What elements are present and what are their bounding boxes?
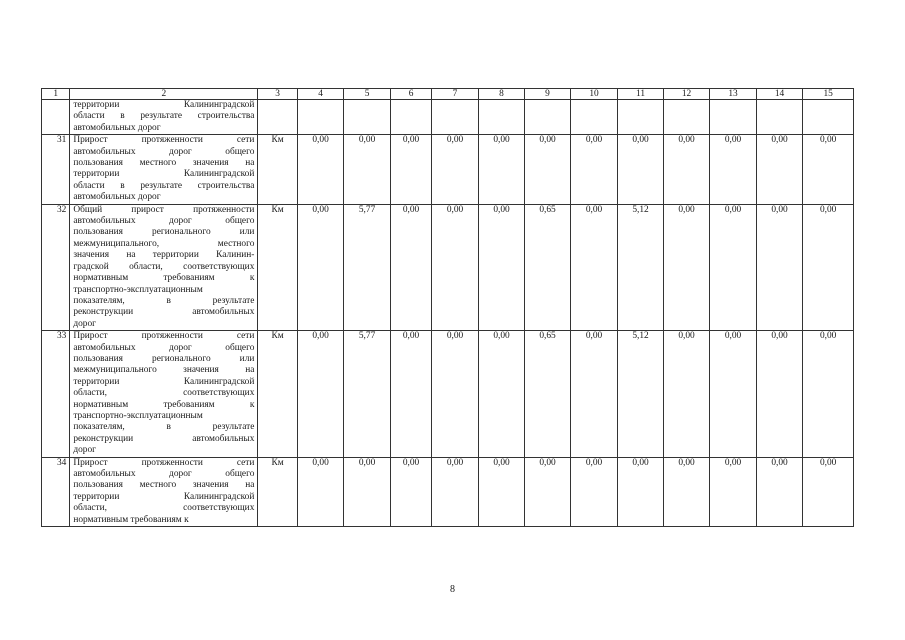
indicator-value: 0,00 [803,457,854,526]
indicator-value: 0,00 [478,135,525,204]
description-line: области в результате строительства [73,111,255,122]
table-body [42,89,854,527]
indicator-value: 0,00 [710,204,757,330]
indicator-value: 0,00 [297,135,344,204]
column-number: 4 [297,89,344,100]
indicator-value: 0,00 [756,204,803,330]
description-line: территории Калининградской [73,491,255,502]
description-line: Прирост протяженности сети [73,135,255,146]
description-line: пользования местного значения на [73,158,255,169]
column-number: 6 [390,89,431,100]
indicator-value: 0,00 [803,204,854,330]
description-line: пользования регионального или [73,227,255,238]
description-line: реконструкции автомобильных [73,307,255,318]
unit-of-measure: Км [258,204,297,330]
indicator-value: 0,00 [710,135,757,204]
indicator-value [297,100,344,135]
description-line: территории Калининградской [73,376,255,387]
description-line: области, соответствующих [73,503,255,514]
unit-of-measure: Км [258,135,297,204]
indicator-value [618,100,664,135]
table-row [42,331,854,457]
indicator-value: 0,00 [525,457,571,526]
indicator-value: 0,00 [390,331,431,457]
indicator-value: 0,00 [570,135,618,204]
indicator-value: 5,77 [344,204,391,330]
indicator-value: 0,00 [432,457,479,526]
description-line: Прирост протяженности сети [73,331,255,342]
row-number [42,100,70,135]
column-number: 7 [432,89,479,100]
description-line: нормативным требованиям к [73,399,255,410]
indicator-value [756,100,803,135]
page-number: 8 [450,584,455,595]
indicators-table [41,88,854,527]
indicator-value: 5,77 [344,331,391,457]
indicator-value: 0,00 [570,204,618,330]
description-line: территории Калининградской [73,169,255,180]
indicator-description [70,331,258,457]
unit-of-measure: Км [258,331,297,457]
description-line: транспортно-эксплуатационным [73,410,203,421]
unit-of-measure [258,100,297,135]
description-line: показателям, в результате [73,422,255,433]
indicator-value: 0,00 [570,457,618,526]
description-line: автомобильных дорог общего [73,216,255,227]
indicator-value: 0,00 [756,135,803,204]
indicator-value: 0,00 [663,135,710,204]
column-number: 1 [42,89,70,100]
indicator-value: 0,00 [525,135,571,204]
indicator-value: 0,00 [710,331,757,457]
description-line: пользования местного значения на [73,480,255,491]
indicator-value [344,100,391,135]
description-line: автомобильных дорог общего [73,469,255,479]
indicator-value: 0,00 [297,331,344,457]
table-row [42,100,854,135]
description-line: реконструкции автомобильных [73,433,255,444]
table-row [42,457,854,526]
indicator-value: 0,00 [297,457,344,526]
indicator-value [390,100,431,135]
indicator-value: 0,00 [663,457,710,526]
column-number: 2 [70,89,258,100]
indicator-description [70,457,258,526]
column-number: 11 [618,89,664,100]
indicator-value: 0,00 [390,204,431,330]
description-line: дорог [73,445,96,456]
description-line: показателям, в результате [73,295,255,306]
description-line: межмуниципального, местного [73,238,255,249]
indicator-value [663,100,710,135]
column-number: 8 [478,89,525,100]
description-line: значения на территории Калинин- [73,250,255,261]
unit-of-measure: Км [258,457,297,526]
indicator-value: 0,00 [344,457,391,526]
column-number: 12 [663,89,710,100]
indicator-value: 0,00 [344,135,391,204]
row-number: 33 [42,331,70,457]
column-number: 9 [525,89,571,100]
description-line: территории Калининградской [73,100,255,110]
indicator-value: 0,00 [618,135,664,204]
table-row [42,204,854,330]
indicator-value: 0,00 [756,331,803,457]
indicator-value: 0,00 [663,331,710,457]
description-line: нормативным требованиям к [73,273,255,284]
table-row [42,135,854,204]
column-number: 15 [803,89,854,100]
description-line: межмуниципального значения на [73,365,255,376]
indicator-value: 0,00 [663,204,710,330]
description-line: автомобильных дорог [73,192,161,203]
description-line: градской области, соответствующих [73,261,255,272]
description-line: транспортно-эксплуатационным [73,284,203,295]
indicator-value: 0,00 [432,135,479,204]
indicator-description [70,135,258,204]
document-table-container [41,88,854,527]
indicator-value: 0,00 [756,457,803,526]
indicator-value: 0,00 [803,135,854,204]
indicator-value: 0,00 [710,457,757,526]
row-number: 34 [42,457,70,526]
column-number: 13 [710,89,757,100]
indicator-value: 0,00 [618,457,664,526]
row-number: 32 [42,204,70,330]
indicator-value [478,100,525,135]
indicator-value: 0,65 [525,331,571,457]
description-line: дорог [73,318,96,329]
indicator-value [803,100,854,135]
indicator-value: 0,00 [478,204,525,330]
indicator-description [70,100,258,135]
indicator-value: 0,00 [803,331,854,457]
indicator-value [570,100,618,135]
indicator-value: 5,12 [618,331,664,457]
description-line: пользования регионального или [73,353,255,364]
description-line: области в результате строительства [73,180,255,191]
column-number: 10 [570,89,618,100]
column-number-row [42,89,854,100]
row-number: 31 [42,135,70,204]
indicator-value: 0,00 [297,204,344,330]
indicator-value: 0,00 [570,331,618,457]
column-number: 14 [756,89,803,100]
indicator-description [70,204,258,330]
description-line: автомобильных дорог общего [73,342,255,353]
description-line: автомобильных дорог [73,122,161,133]
column-number: 5 [344,89,391,100]
indicator-value [710,100,757,135]
indicator-value: 0,00 [390,457,431,526]
description-line: автомобильных дорог общего [73,146,255,157]
description-line: Прирост протяженности сети [73,457,255,468]
indicator-value: 0,00 [478,457,525,526]
indicator-value [432,100,479,135]
column-number: 3 [258,89,297,100]
indicator-value [525,100,571,135]
description-line: Общий прирост протяженности [73,204,255,215]
indicator-value: 0,00 [390,135,431,204]
indicator-value: 0,00 [432,331,479,457]
indicator-value: 0,00 [432,204,479,330]
indicator-value: 0,00 [478,331,525,457]
description-line: области, соответствующих [73,388,255,399]
indicator-value: 5,12 [618,204,664,330]
description-line: нормативным требованиям к [73,514,189,525]
indicator-value: 0,65 [525,204,571,330]
